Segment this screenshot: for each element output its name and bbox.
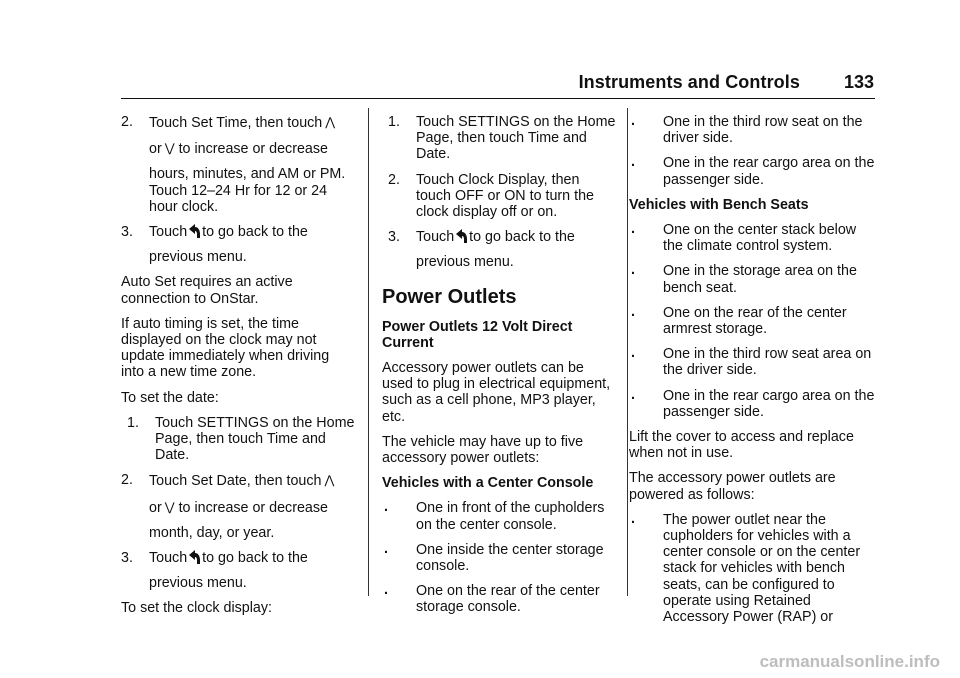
bullet-icon: . <box>384 540 388 557</box>
step-text: or <box>149 141 162 158</box>
list-item: . One inside the center storage console. <box>384 540 604 575</box>
step-text: to increase or decrease <box>178 499 328 516</box>
list-item: . One in front of the cupholders on the center console. <box>384 499 605 533</box>
bullet-icon: . <box>631 262 635 279</box>
back-icon <box>456 229 467 243</box>
step-text: Touch SETTINGS on the Home Page, then touch Time and Date. <box>155 414 355 464</box>
paragraph-power-1: Accessory power outlets can be used to plug in electrical equipment, such as a cell phone, MP3 player, etc. <box>382 360 611 425</box>
step-number: 3. <box>388 229 400 246</box>
step-number: 3. <box>121 550 133 567</box>
paragraph-setclock: To set the clock display: <box>121 600 272 617</box>
section-title: Power Outlets <box>382 285 517 308</box>
step-text: previous menu. <box>149 249 247 266</box>
step-number: 1. <box>388 114 400 130</box>
step-text: Touch <box>149 550 188 567</box>
list-item: . One in the third row seat on the driver side. <box>631 113 863 147</box>
step-text: month, day, or year. <box>149 524 275 541</box>
time-step-2 <box>121 114 356 215</box>
up-arrow-icon: ⋀ <box>325 115 336 129</box>
bullet-icon: . <box>631 386 635 403</box>
step-text: Touch <box>149 224 188 241</box>
bullet-icon: . <box>631 510 635 527</box>
paragraph-powered: The accessory power outlets are powered as follows: <box>629 470 836 503</box>
paragraph-autotiming: If auto timing is set, the time displayed on the clock may not update immediately when driving into a new time zone. <box>121 315 330 381</box>
step-text: Touch <box>416 229 455 246</box>
step-text: or <box>149 499 162 516</box>
clock-step-3 <box>388 229 617 270</box>
page-number: 133 <box>843 72 874 92</box>
subheading-bench: Vehicles with Bench Seats <box>629 196 809 213</box>
up-arrow-icon: ⋀ <box>324 473 335 488</box>
list-item: . One in the rear cargo area on the passenger side. <box>631 154 875 188</box>
list-item: . One on the center stack below the climate control system. <box>631 221 857 255</box>
column-divider-2 <box>627 108 628 596</box>
header-rule <box>121 98 875 99</box>
step-text: Touch Set Date, then touch <box>149 473 322 490</box>
column-2 <box>382 114 617 625</box>
step-text: to increase or decrease <box>178 141 328 158</box>
watermark: carmanualsonline.info <box>759 652 940 671</box>
paragraph-autoset: Auto Set requires an active connection to OnStar. <box>121 274 293 307</box>
back-icon <box>189 224 200 238</box>
step-text: Touch Clock Display, then touch OFF or ON to turn the clock display off or on. <box>416 171 594 221</box>
step-number: 2. <box>388 171 400 188</box>
subheading: Power Outlets 12 Volt Direct Current <box>382 318 573 351</box>
step-line <box>149 114 356 131</box>
list-item: . One in the storage area on the bench seat. <box>631 262 857 296</box>
list-item: . One on the rear of the center armrest storage. <box>631 303 847 338</box>
bullet-icon: . <box>384 582 388 599</box>
step-text: previous menu. <box>149 575 247 592</box>
list-item: . One on the rear of the center storage console. <box>384 582 600 616</box>
down-arrow-icon: ⋁ <box>164 141 175 156</box>
list-item: . One in the rear cargo area on the passenger side. <box>631 386 875 420</box>
bullet-icon: . <box>631 221 635 238</box>
header-title: Instruments and Controls <box>578 72 800 92</box>
date-step-2 <box>121 472 356 541</box>
bullet-icon: . <box>631 113 635 129</box>
column-3 <box>629 114 877 634</box>
back-icon <box>189 550 200 564</box>
date-step-3 <box>121 550 356 591</box>
bullet-icon: . <box>384 499 388 516</box>
paragraph-setdate: To set the date: <box>121 389 219 406</box>
step-text: to go back to the <box>202 224 308 241</box>
subheading-console: Vehicles with a Center Console <box>382 475 594 492</box>
list-item: . One in the third row seat area on the driver side. <box>631 345 872 379</box>
date-step-1 <box>127 415 356 464</box>
column-1 <box>121 114 356 626</box>
step-number: 1. <box>127 414 139 431</box>
page-header <box>0 72 960 94</box>
step-number: 3. <box>121 224 133 241</box>
down-arrow-icon: ⋁ <box>164 499 175 514</box>
step-text: hours, minutes, and AM or PM. Touch 12–24 Hr for 12 or 24 hour clock. <box>149 166 346 215</box>
column-divider-1 <box>368 108 369 596</box>
paragraph-lift: Lift the cover to access and replace when not in use. <box>629 429 854 462</box>
clock-step-1 <box>388 114 617 163</box>
step-number: 2. <box>121 472 133 489</box>
bullet-icon: . <box>631 345 635 362</box>
step-text: Touch SETTINGS on the Home Page, then touch Time and Date. <box>416 114 616 163</box>
step-text: previous menu. <box>416 254 514 271</box>
list-item: . The power outlet near the cupholders for vehicles with a center console or on the center stack for vehicles with bench seats, can be configured to operate using Retained Accessory Power (RAP) or <box>631 510 861 626</box>
step-text: Touch Set Time, then touch <box>149 115 323 131</box>
bullet-icon: . <box>631 303 635 320</box>
time-step-3 <box>121 224 356 265</box>
clock-step-2 <box>388 172 617 221</box>
step-text: to go back to the <box>469 229 575 246</box>
paragraph-power-2: The vehicle may have up to five accessory power outlets: <box>382 433 584 467</box>
step-line <box>149 140 356 157</box>
bullet-icon: . <box>631 154 635 171</box>
step-number: 2. <box>121 114 133 130</box>
step-text: to go back to the <box>202 550 308 567</box>
